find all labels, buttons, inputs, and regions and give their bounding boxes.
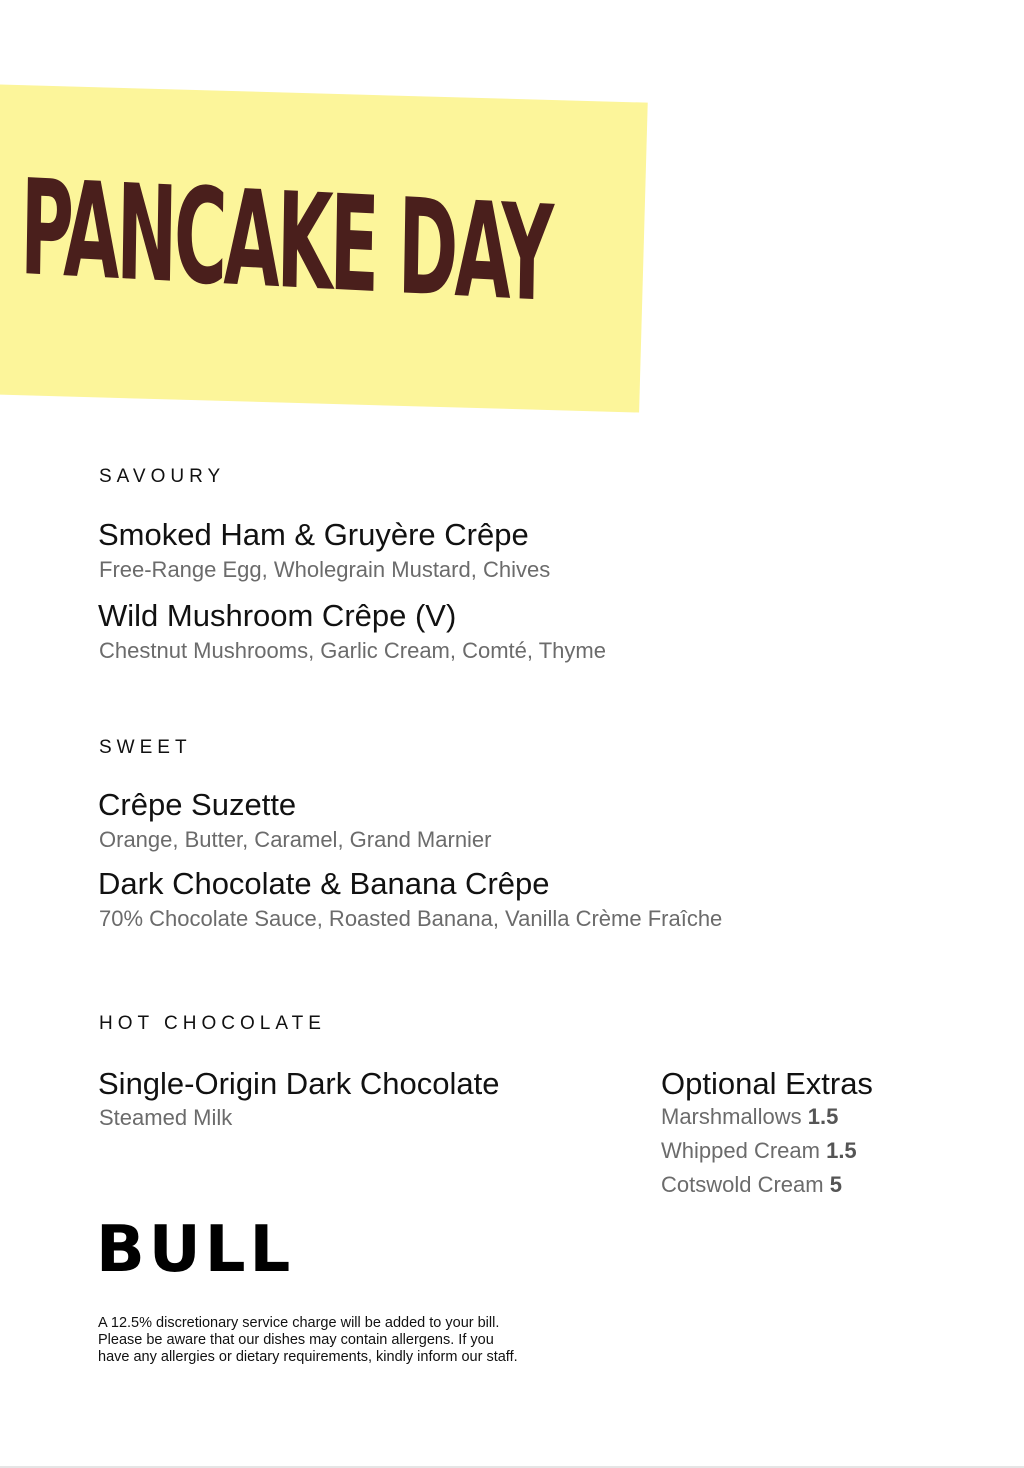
menu-item-description: Steamed Milk	[99, 1105, 233, 1130]
extra-item	[661, 1138, 857, 1164]
menu-item-name: Smoked Ham & Gruyère Crêpe	[98, 517, 529, 552]
menu-item-description: Chestnut Mushrooms, Garlic Cream, Comté, Thyme	[99, 638, 606, 663]
section-heading-savoury: SAVOURY	[99, 466, 226, 487]
menu-item-description: Free-Range Egg, Wholegrain Mustard, Chives	[99, 557, 551, 582]
extra-item-price: 1.5	[807, 1104, 839, 1129]
footer-line: have any allergies or dietary requirements, kindly inform our staff.	[98, 1349, 518, 1365]
menu-item-name: Dark Chocolate & Banana Crêpe	[98, 866, 550, 901]
menu-item-name: Crêpe Suzette	[98, 787, 297, 822]
footer-line: Please be aware that our dishes may contain allergens. If you	[98, 1332, 494, 1348]
extra-item	[661, 1172, 842, 1198]
section-heading-sweet: SWEET	[99, 737, 192, 758]
page-title: PANCAKE DAY	[19, 150, 552, 332]
menu-item-name: Single-Origin Dark Chocolate	[98, 1066, 500, 1101]
extras-title: Optional Extras	[661, 1066, 873, 1101]
brand-logo: BULL	[96, 1213, 295, 1287]
extra-item-name: Marshmallows	[661, 1104, 802, 1129]
menu-item-description: Orange, Butter, Caramel, Grand Marnier	[99, 827, 492, 852]
service-charge-note	[98, 1315, 578, 1366]
menu-item-description: 70% Chocolate Sauce, Roasted Banana, Vanilla Crème Fraîche	[99, 906, 723, 931]
menu-item-name: Wild Mushroom Crêpe (V)	[98, 598, 457, 633]
extra-item-name: Cotswold Cream	[661, 1172, 824, 1197]
extra-item-price: 1.5	[826, 1138, 857, 1163]
extra-item	[661, 1104, 838, 1130]
footer-line: A 12.5% discretionary service charge will be added to your bill.	[98, 1315, 500, 1331]
extra-item-price: 5	[829, 1172, 842, 1197]
extra-item-name: Whipped Cream	[661, 1138, 820, 1163]
section-heading-hot-chocolate: HOT CHOCOLATE	[99, 1013, 326, 1034]
